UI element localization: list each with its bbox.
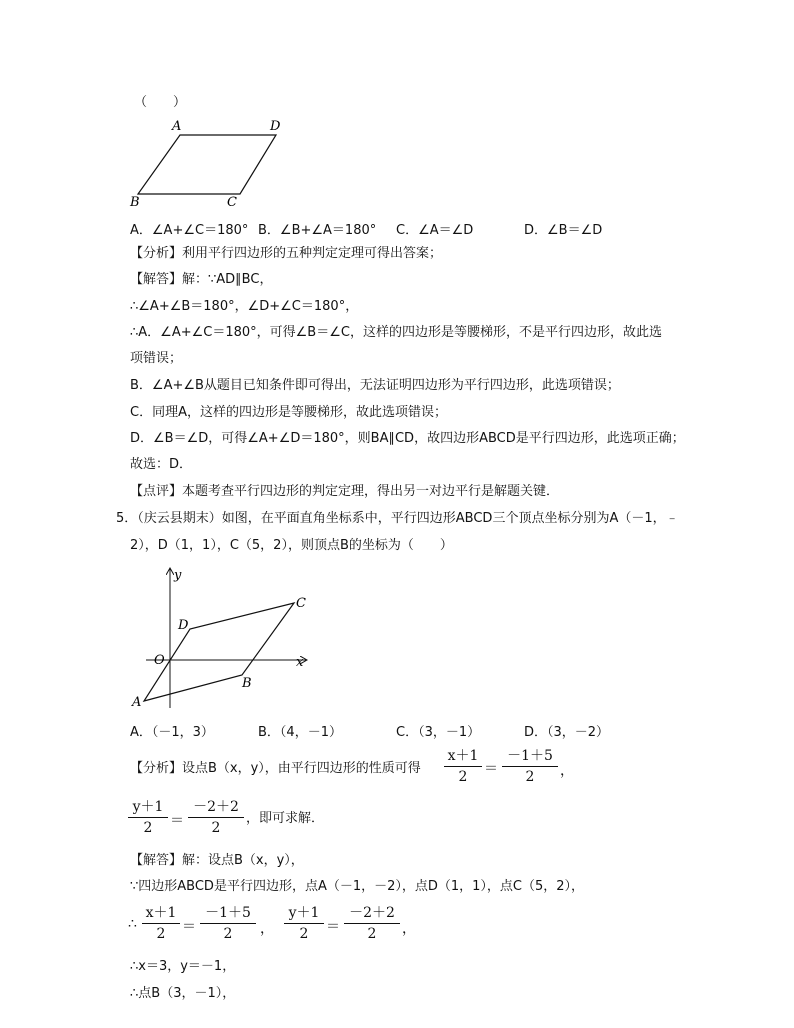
fraction-numerator: x＋1 xyxy=(447,748,479,764)
fraction-y-left xyxy=(284,904,324,943)
fraction-numerator: －1＋5 xyxy=(205,905,251,921)
q5-stem-line: 2），D（1，1），C（5，2），则顶点B的坐标为（ ） xyxy=(130,538,453,553)
fraction-x-right xyxy=(502,747,558,786)
fraction-numerator: y＋1 xyxy=(132,799,164,815)
fraction-denominator: 2 xyxy=(143,820,153,836)
fraction-denominator: 2 xyxy=(299,926,309,942)
q4-option-c: C．∠A＝∠D xyxy=(396,223,474,238)
q4-solution-line: C．同理A，这样的四边形是等腰梯形，故此选项错误； xyxy=(130,405,447,420)
fraction-y-right xyxy=(344,904,400,943)
fraction-numerator: －1＋5 xyxy=(507,748,553,764)
fraction-x-left xyxy=(444,747,482,786)
origin-label: O xyxy=(154,653,165,668)
coordinate-figure xyxy=(128,563,318,713)
q4-solution-line: 【解答】解：∵AD∥BC， xyxy=(130,272,273,287)
parallelogram-figure xyxy=(128,118,298,210)
fraction-numerator: x＋1 xyxy=(145,905,177,921)
q5-analysis-prefix: 【分析】设点B（x，y），由平行四边形的性质可得 xyxy=(130,761,421,776)
point-label-A: A xyxy=(132,695,142,710)
fraction-numerator: －2＋2 xyxy=(193,799,239,815)
vertex-label-D: D xyxy=(270,119,281,134)
fraction-y-left xyxy=(128,798,168,837)
q5-analysis-suffix: ，即可求解． xyxy=(246,811,325,826)
q4-comment: 【点评】本题考查平行四边形的判定定理，得出另一对边平行是解题关键． xyxy=(130,484,560,499)
q4-solution-line: ∴∠A+∠B＝180°，∠D+∠C＝180°， xyxy=(130,299,359,314)
fraction-x-left xyxy=(142,904,180,943)
answer-blank: （ ） xyxy=(134,95,187,110)
fraction-denominator: 2 xyxy=(458,769,468,785)
equals-sign: ＝ xyxy=(170,813,184,829)
q5-option-c: C．（3，－1） xyxy=(396,725,481,740)
q5-solution-line: 【解答】解：设点B（x，y）， xyxy=(130,853,304,868)
q5-result-line: ∴点B（3，－1）， xyxy=(130,986,236,1001)
point-label-C: C xyxy=(296,596,306,611)
axis-label-y: y xyxy=(174,568,182,583)
fraction-denominator: 2 xyxy=(525,769,535,785)
q4-solution-line: B．∠A+∠B从题目已知条件即可得出，无法证明四边形为平行四边形，此选项错误； xyxy=(130,378,620,393)
comma: ， xyxy=(402,921,416,937)
q5-solution-line: ∵四边形ABCD是平行四边形，点A（－1，－2），点D（1，1），点C（5，2）， xyxy=(130,879,585,894)
comma: ， xyxy=(260,921,274,937)
fraction-denominator: 2 xyxy=(156,926,166,942)
point-label-D: D xyxy=(178,618,189,633)
q4-analysis: 【分析】利用平行四边形的五种判定定理可得出答案； xyxy=(130,246,443,261)
q4-option-d: D．∠B＝∠D xyxy=(524,223,603,238)
fraction-x-right xyxy=(200,904,256,943)
q4-solution-line: ∴A．∠A+∠C＝180°，可得∠B＝∠C，这样的四边形是等腰梯形，不是平行四边形，故此选 xyxy=(130,325,662,340)
q5-option-b: B．（4，－1） xyxy=(258,725,342,740)
q4-solution-line: 故选：D． xyxy=(130,457,193,472)
q5-result-line: ∴x＝3，y＝－1， xyxy=(130,959,236,974)
equals-sign: ＝ xyxy=(484,761,498,777)
fraction-denominator: 2 xyxy=(367,926,377,942)
equals-sign: ＝ xyxy=(182,919,196,935)
q5-option-d: D．（3，－2） xyxy=(524,725,610,740)
q5-option-a: A．（－1，3） xyxy=(130,725,214,740)
vertex-label-C: C xyxy=(227,195,237,210)
parallelogram-ABCD xyxy=(144,603,294,701)
q4-solution-line: D．∠B＝∠D，可得∠A+∠D＝180°，则BA∥CD，故四边形ABCD是平行四边形，此选项正确； xyxy=(130,431,685,446)
q4-solution-line: 项错误； xyxy=(130,351,183,366)
vertex-label-A: A xyxy=(172,119,182,134)
fraction-denominator: 2 xyxy=(223,926,233,942)
comma: ， xyxy=(560,763,574,779)
vertex-label-B: B xyxy=(130,195,140,210)
fraction-y-right xyxy=(188,798,244,837)
fraction-numerator: y＋1 xyxy=(288,905,320,921)
q4-option-b: B．∠B+∠A＝180° xyxy=(258,223,377,238)
q5-stem-line: 5．（庆云县期末）如图，在平面直角坐标系中，平行四边形ABCD三个顶点坐标分别为A（－1，﹣ xyxy=(116,511,679,526)
q4-option-a: A．∠A+∠C＝180° xyxy=(130,223,249,238)
fraction-denominator: 2 xyxy=(211,820,221,836)
parallelogram-shape xyxy=(138,135,276,194)
equals-sign: ＝ xyxy=(326,919,340,935)
therefore-sign: ∴ xyxy=(128,916,137,932)
fraction-numerator: －2＋2 xyxy=(349,905,395,921)
axis-label-x: x xyxy=(296,655,304,670)
point-label-B: B xyxy=(242,676,252,691)
